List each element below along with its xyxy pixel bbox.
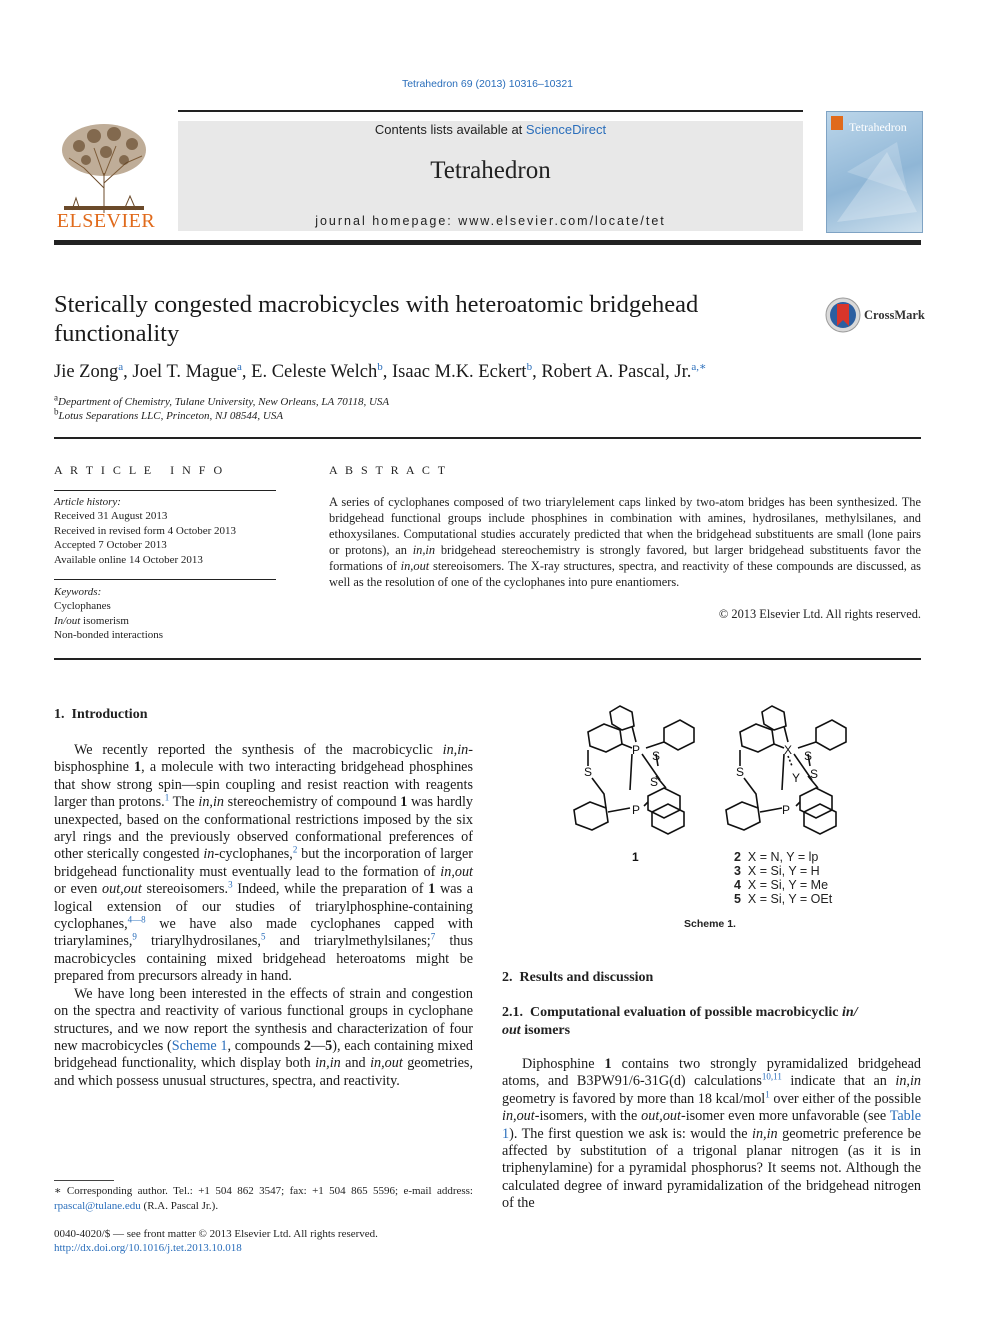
text-run: was a logical extension of our studies of triarylphosphine-containing cyclophanes, [54, 881, 473, 933]
text-run: Diphosphine [522, 1056, 605, 1072]
italic-term: in,in [895, 1073, 921, 1090]
text-run: was hardly unexpected, based on the conformational restrictions imposed by the six aryl rings and the previously observed conformational preferences of other sterically congested [54, 794, 474, 863]
history-online: Available online 14 October 2013 [54, 553, 203, 566]
text-run: We have long been interested in the effects of strain and congestion on the spectra and reactivity of various functional groups in cyclophane structures, and we now report the synthesis and characterization of four new macrobicycles ( [54, 985, 473, 1054]
legend-row [734, 850, 832, 864]
italic-term: out,out [641, 1108, 681, 1125]
text-run: The [169, 794, 199, 811]
text-run: indicate that an [781, 1073, 896, 1090]
aryl-ring [610, 706, 634, 730]
compound-number: 1 [400, 794, 408, 811]
cover-title: Tetrahedron [849, 120, 907, 134]
text-run: stereoisomers. [141, 881, 229, 898]
scheme-legend [734, 850, 832, 906]
abstract-italic: in,in [412, 543, 436, 557]
text-run: -bisphosphine [54, 742, 473, 776]
keyword-item [54, 614, 276, 628]
text-run: ). The first question we ask is: would the [509, 1125, 752, 1142]
article-title [54, 290, 794, 348]
text-run: geometries, and which possess unusual structures, spectra, and reactivity. [54, 1055, 473, 1089]
atom-S: S [810, 767, 819, 781]
compound-number: 5 [325, 1037, 333, 1054]
legend-row [734, 892, 832, 906]
legend-text: X = N, Y = lp [747, 850, 819, 864]
atom-P: P [632, 743, 641, 757]
italic-term: in,in [752, 1125, 778, 1142]
subsection-italic: out [502, 1023, 521, 1038]
cross-ref-link[interactable]: Table 1 [502, 1108, 921, 1142]
masthead [178, 121, 803, 231]
atom-S: S [584, 765, 593, 779]
author-affiliation-mark[interactable]: a [237, 360, 242, 373]
elsevier-logo [54, 118, 158, 236]
author-affiliation-mark[interactable]: b [526, 360, 533, 373]
corresponding-mark: ∗ [699, 360, 707, 373]
keyword-in: In [54, 614, 64, 627]
legend-text: X = Si, Y = OEt [747, 892, 833, 906]
keywords-rule [54, 579, 276, 580]
author-list: Jie Zong$^a$, Joel T. Mague$^a$, E. Celeste Welch$^b$, Isaac M.K. Eckert$^b$, Robert A. Pascal, Jr.$^{a,∗}$ [54, 360, 707, 382]
atom-S: S [650, 775, 659, 789]
text-run: and [340, 1055, 371, 1072]
italic-term: in,out [370, 1055, 403, 1072]
text-run: We recently reported the synthesis of the macrobicyclic [74, 742, 443, 758]
atom-S: S [804, 749, 813, 763]
text-run: but the incorporation of larger bridgehead functionality must eventually lead to the formation of [54, 846, 473, 880]
text-run: — [310, 1037, 326, 1054]
citation-ref[interactable]: 5 [260, 931, 266, 942]
text-run: geometric preference be affected by substitution of a trigonal planar nitrogen (as it is in triphenylamine) for a pyramidal phosphorus? It seems not. Although the calculated degree of inward pyramidalization of the bridgehead nitrogen of the [502, 1125, 921, 1212]
text-run: or even [54, 881, 102, 898]
text-run: over either of the possible [769, 1090, 921, 1107]
legend-number: 2 [734, 850, 741, 864]
affiliation-a [54, 392, 390, 409]
italic-term: in [203, 846, 215, 863]
compound-number: 1 [604, 1056, 612, 1072]
header-bottom-rule [54, 240, 921, 245]
affiliation-text: Department of Chemistry, Tulane University, New Orleans, LA 70118, USA [58, 396, 390, 408]
history-accepted: Accepted 7 October 2013 [54, 539, 167, 552]
article-info-rule [54, 490, 276, 491]
affiliation-text: Lotus Separations LLC, Princeton, NJ 08544, USA [58, 410, 284, 422]
author-name[interactable]: Isaac M.K. Eckert [392, 362, 527, 382]
italic-term: out,out [102, 881, 142, 898]
author-affiliation-mark[interactable]: b [377, 360, 383, 373]
subsection-part: isomers [520, 1023, 571, 1038]
affiliations [54, 392, 390, 423]
legend-row [734, 864, 832, 878]
email-link[interactable]: rpascal@tulane.edu [54, 1199, 141, 1212]
keywords [54, 585, 276, 643]
italic-term: in,out [440, 863, 473, 880]
bonds [740, 726, 818, 812]
author-name[interactable]: Jie Zong [54, 362, 119, 382]
text-run: geometry is favored by more than 18 kcal/mol [502, 1090, 766, 1107]
corresponding-footnote [54, 1184, 473, 1213]
text-run: Indeed, while the preparation of [232, 881, 429, 898]
header-top-rule [178, 110, 803, 112]
history-label: Article history: [54, 496, 121, 508]
atom-P: P [782, 803, 791, 817]
keywords-label: Keywords: [54, 586, 102, 598]
atom-S: S [736, 765, 745, 779]
author-name[interactable]: E. Celeste Welch [251, 362, 378, 382]
aryl-ring [816, 720, 846, 750]
affiliation-b [54, 406, 389, 423]
info-top-rule [54, 437, 921, 439]
compound-1-label: 1 [632, 850, 639, 864]
crossmark-icon [824, 296, 862, 334]
text-run: contains two strongly pyramidalized bridgehead atoms, and B3PW91/6-31G(d) calculations [502, 1056, 921, 1090]
citation-ref[interactable]: 1 [164, 792, 170, 803]
abstract-part: bridgehead stereochemistry is strongly favored, but larger bridgehead substituents favor the formations of [329, 543, 921, 573]
compound-number: 1 [134, 759, 142, 776]
homepage-url[interactable]: www.elsevier.com/locate/tet [458, 214, 666, 228]
text-run: -cyclophanes, [214, 846, 293, 863]
subsection-heading [502, 1004, 921, 1040]
abstract-copyright: © 2013 Elsevier Ltd. All rights reserved. [718, 607, 921, 621]
subsection-part: 2.1. Computational evaluation of possible macrobicyclic [502, 1005, 843, 1020]
intro-paragraph-2 [54, 986, 473, 1090]
keyword-item: Cyclophanes [54, 600, 111, 613]
text-run: -isomer even more unfavorable (see [680, 1108, 890, 1125]
compound-number: 1 [428, 881, 436, 898]
text-run: thus macrobicycles containing mixed bridgehead heteroatoms might be prepared from precursors already in hand. [54, 933, 473, 985]
article-info-heading: A R T I C L E I N F O [54, 463, 225, 477]
text-run: triarylhydrosilanes, [136, 933, 261, 950]
journal-name: Tetrahedron [430, 157, 551, 184]
footnote-rule [54, 1180, 114, 1181]
journal-citation[interactable] [0, 78, 975, 90]
text-run: , compounds [227, 1037, 304, 1054]
citation-ref[interactable]: 9 [132, 931, 137, 942]
keyword-isomerism: isomerism [80, 614, 129, 627]
italic-term: in,in [198, 794, 224, 811]
legend-number: 4 [734, 878, 741, 892]
contents-prefix: Contents lists available at [374, 122, 526, 137]
legend-number: 5 [734, 892, 741, 906]
text-run: , a molecule with two interacting bridgehead phosphines that show strong spin—spin coupling and resist reaction with reagents larger than protons. [54, 759, 473, 811]
scheme-1 [560, 700, 880, 910]
atom-P: P [632, 803, 641, 817]
compound-number: 2 [303, 1037, 311, 1054]
affiliation-mark: b [54, 406, 59, 417]
aryl-ring [588, 724, 622, 752]
author-name[interactable]: Joel T. Mague [132, 362, 238, 382]
cross-ref-link[interactable]: Scheme 1 [171, 1037, 228, 1054]
text-run: ), each containing mixed bridgehead functionality, which display both [54, 1037, 474, 1072]
results-body [502, 1056, 921, 1213]
aryl-ring [726, 802, 760, 830]
italic-term: in,in [442, 742, 469, 758]
doi-link[interactable]: http://dx.doi.org/10.1016/j.tet.2013.10.018 [54, 1242, 242, 1254]
keyword-item: Non-bonded interactions [54, 629, 164, 642]
legend-number: 3 [734, 864, 741, 878]
citation-link[interactable]: Tetrahedron 69 (2013) 10316–10321 [401, 78, 574, 90]
italic-term: in,out [502, 1108, 535, 1125]
contents-line [178, 122, 803, 137]
intro-heading: 1. Introduction [54, 707, 148, 722]
elsevier-tree-icon [54, 118, 158, 218]
compound-2-5-atoms [736, 743, 818, 817]
aryl-ring [574, 802, 608, 830]
keyword-out: /out [63, 614, 81, 627]
citation-ref[interactable]: 3 [228, 879, 233, 890]
text-run: we have also made cyclophanes capped with triarylamines, [54, 916, 473, 950]
citation-ref[interactable]: 1 [765, 1089, 770, 1100]
author-name[interactable]: Robert A. Pascal, Jr. [541, 362, 692, 382]
homepage-prefix: journal homepage: [315, 214, 459, 228]
legend-row [734, 878, 832, 892]
footnote-suffix: (R.A. Pascal Jr.). [140, 1199, 219, 1212]
article-history [54, 495, 276, 567]
text-run: -isomers, with the [534, 1108, 642, 1125]
intro-body [54, 742, 473, 1090]
history-revised: Received in revised form 4 October 2013 [54, 524, 237, 537]
sciencedirect-link[interactable]: ScienceDirect [525, 122, 607, 137]
atom-X: X [784, 743, 793, 757]
atom-Y: Y [792, 771, 801, 785]
title-line-1: Sterically congested macrobicycles with heteroatomic bridgehead [54, 291, 699, 318]
bonds [588, 726, 666, 812]
atom-S: S [652, 749, 661, 763]
dashed-bond [788, 756, 792, 766]
abstract-bottom-rule [54, 658, 921, 660]
text-run: and triarylmethylsilanes; [265, 933, 431, 950]
crossmark-badge[interactable] [824, 296, 924, 336]
abstract-part: A series of cyclophanes composed of two triarylelement caps linked by two-atom bridges has been synthesized. The bridgehead functional groups include phosphines in combination with amines, hydrosilanes, methylsilanes, and ethoxysilanes. Computational studies accurately predicted that when the bridgehead substituents are small (lone pairs or protons), an [329, 495, 921, 557]
legend-text: X = Si, Y = H [747, 864, 820, 878]
results-paragraph-1 [502, 1056, 921, 1213]
citation-ref[interactable]: 2 [292, 844, 298, 855]
abstract-text [329, 494, 921, 590]
subsection-italic: in/ [842, 1005, 858, 1020]
text-run: stereochemistry of compound [224, 794, 401, 811]
history-received: Received 31 August 2013 [54, 510, 168, 523]
title-line-2: functionality [54, 320, 180, 347]
legend-text: X = Si, Y = Me [747, 878, 829, 892]
author-affiliation-mark[interactable]: a [118, 360, 124, 373]
cover-graphic [827, 112, 922, 232]
abstract-heading: A B S T R A C T [329, 463, 448, 477]
scheme-caption: Scheme 1. [684, 918, 736, 930]
footnote-text: ∗ Corresponding author. Tel.: +1 504 862 3547; fax: +1 504 865 5596; e-mail address: [54, 1185, 473, 1197]
crossmark-label: CrossMark [864, 308, 925, 322]
affiliation-letter: a, [691, 360, 700, 373]
issn-line: 0040-4020/$ — see front matter © 2013 Elsevier Ltd. All rights reserved. [54, 1228, 378, 1240]
elsevier-wordmark: ELSEVIER [56, 210, 156, 232]
citation-ref[interactable]: 10,11 [761, 1071, 782, 1082]
abstract-italic: in,out [400, 559, 430, 573]
citation-ref[interactable]: 7 [430, 931, 436, 942]
aryl-ring [740, 724, 774, 752]
homepage-line [178, 214, 803, 228]
affiliation-mark: a [54, 392, 58, 403]
citation-ref[interactable]: 4—8 [127, 914, 146, 925]
intro-paragraph-1 [54, 742, 473, 986]
abstract-part: stereoisomers. The X-ray structures, spectra, and reactivity of these compounds are discussed, as well as the resolution of one of the cyclophanes into pure enantiomers. [329, 559, 922, 589]
italic-term: in,in [315, 1055, 341, 1072]
results-heading: 2. Results and discussion [502, 970, 654, 985]
aryl-ring [762, 706, 786, 730]
journal-cover[interactable] [826, 111, 923, 233]
author-affiliation-mark[interactable] [691, 361, 706, 373]
aryl-ring [664, 720, 694, 750]
